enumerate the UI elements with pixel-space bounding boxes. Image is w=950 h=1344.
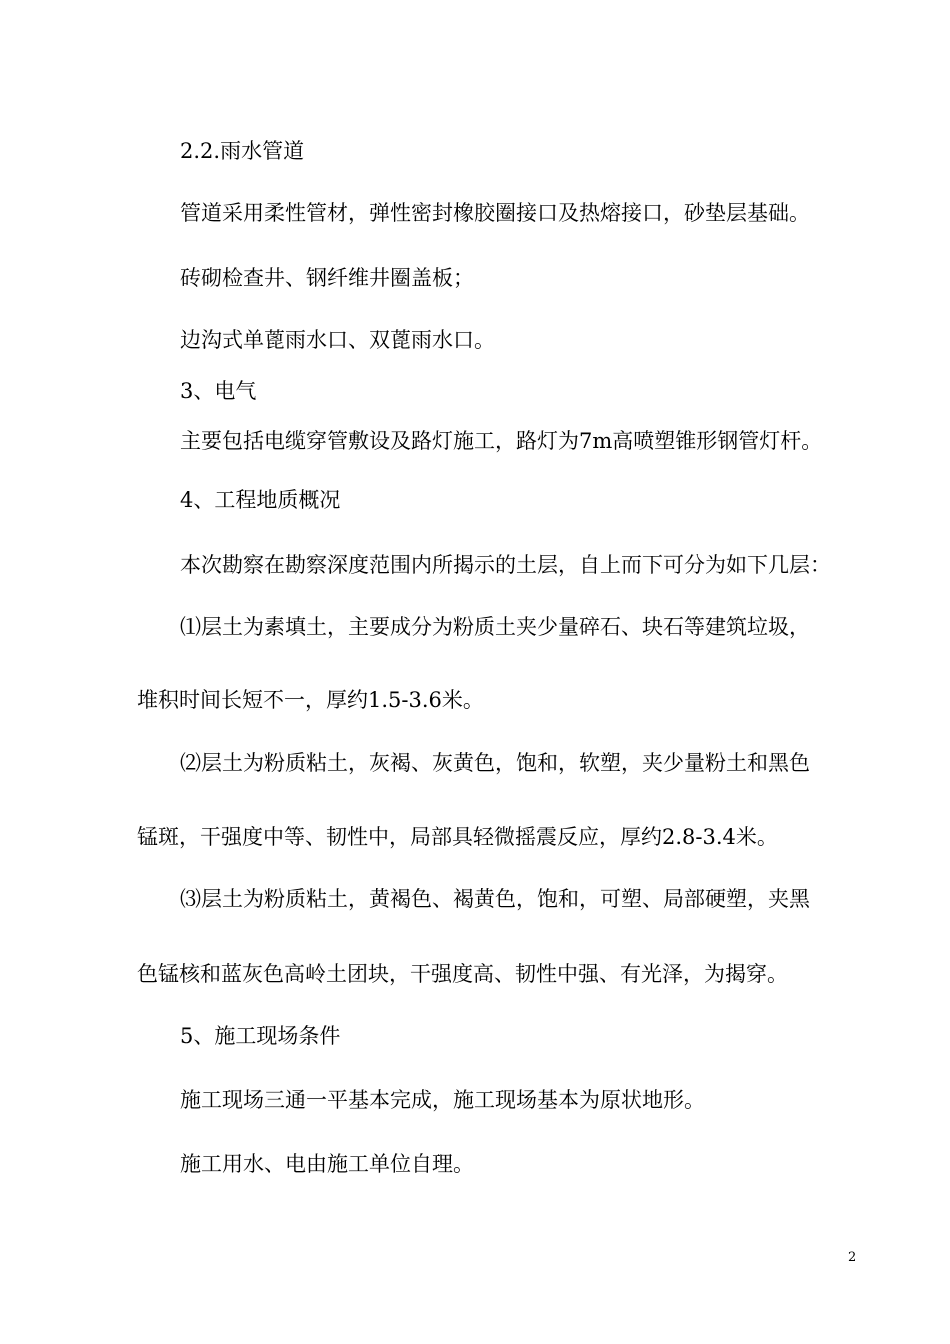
paragraph-inspection-well: 砖砌检查井、钢纤维井圈盖板；	[180, 266, 474, 290]
page-number: 2	[848, 1250, 857, 1265]
paragraph-layer-3-line-1: ⑶层土为粉质粘土，黄褐色、褐黄色，饱和，可塑、局部硬塑，夹黑	[180, 887, 810, 911]
section-heading-rainwater-pipe: 2.2.雨水管道	[180, 139, 305, 163]
paragraph-survey-intro: 本次勘察在勘察深度范围内所揭示的土层，自上而下可分为如下几层：	[180, 553, 831, 577]
paragraph-layer-1-line-1: ⑴层土为素填土，主要成分为粉质土夹少量碎石、块石等建筑垃圾，	[180, 615, 810, 639]
section-heading-electrical: 3、电气	[180, 379, 257, 403]
paragraph-gully-inlet: 边沟式单蓖雨水口、双蓖雨水口。	[180, 328, 495, 352]
paragraph-layer-3-line-2: 色锰核和蓝灰色高岭土团块，干强度高、韧性中强、有光泽，为揭穿。	[137, 962, 788, 986]
section-heading-site-conditions: 5、施工现场条件	[180, 1024, 341, 1048]
paragraph-layer-1-line-2: 堆积时间长短不一，厚约1.5-3.6米。	[137, 688, 484, 712]
paragraph-street-lighting: 主要包括电缆穿管敷设及路灯施工，路灯为7m高喷塑锥形钢管灯杆。	[180, 429, 823, 453]
paragraph-layer-2-line-2: 锰斑，干强度中等、韧性中，局部具轻微摇震反应，厚约2.8-3.4米。	[137, 825, 778, 849]
paragraph-site-preparation: 施工现场三通一平基本完成，施工现场基本为原状地形。	[180, 1088, 705, 1112]
paragraph-water-electricity: 施工用水、电由施工单位自理。	[180, 1152, 474, 1176]
section-heading-geology: 4、工程地质概况	[180, 488, 341, 512]
paragraph-layer-2-line-1: ⑵层土为粉质粘土，灰褐、灰黄色，饱和，软塑，夹少量粉土和黑色	[180, 751, 810, 775]
paragraph-pipe-material: 管道采用柔性管材，弹性密封橡胶圈接口及热熔接口，砂垫层基础。	[180, 201, 810, 225]
